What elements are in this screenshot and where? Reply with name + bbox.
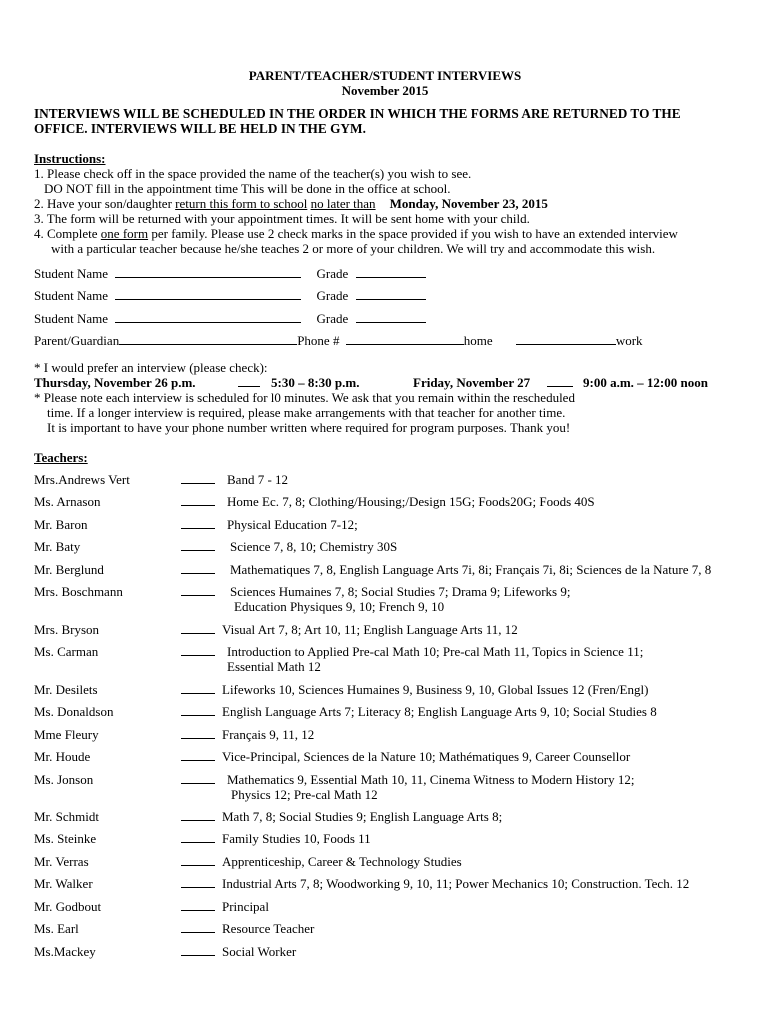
teacher-subjects: Visual Art 7, 8; Art 10, 11; English Language Arts 11, 12 xyxy=(222,622,518,637)
student-name-field[interactable] xyxy=(115,311,301,323)
instruction-1: 1. Please check off in the space provided the name of the teacher(s) you wish to see. xyxy=(34,166,472,181)
teacher-subjects: Industrial Arts 7, 8; Woodworking 9, 10, 11; Power Mechanics 10; Construction. Tech. 12 xyxy=(222,876,690,891)
teacher-name: Mr. Baron xyxy=(34,517,88,532)
teacher-name: Mme Fleury xyxy=(34,727,99,742)
teacher-checkbox[interactable] xyxy=(181,622,215,634)
teacher-subjects: Mathematics 9, Essential Math 10, 11, Cinema Witness to Modern History 12; xyxy=(227,772,635,787)
teacher-name: Mr. Desilets xyxy=(34,682,98,697)
thursday-checkbox[interactable] xyxy=(238,375,260,387)
teacher-subjects: Social Worker xyxy=(222,944,297,959)
teacher-name: Ms. Arnason xyxy=(34,494,101,509)
parent-label: Parent/Guardian xyxy=(34,333,120,348)
friday-time: 9:00 a.m. – 12:00 noon xyxy=(583,375,708,390)
teacher-checkbox[interactable] xyxy=(181,517,215,529)
instruction-2-underline-2: no later than xyxy=(310,196,376,211)
teachers-heading: Teachers: xyxy=(34,450,88,465)
teacher-subjects: Math 7, 8; Social Studies 9; English Language Arts 8; xyxy=(222,809,503,824)
home-phone-field[interactable] xyxy=(346,333,464,345)
teacher-name: Mrs.Andrews Vert xyxy=(34,472,130,487)
teacher-subjects: Français 9, 11, 12 xyxy=(222,727,315,742)
instruction-2-underline-1: return this form to school xyxy=(175,196,308,211)
teacher-subjects-continued: Education Physiques 9, 10; French 9, 10 xyxy=(234,599,445,614)
teacher-subjects: Vice-Principal, Sciences de la Nature 10; Mathématiques 9, Career Counsellor xyxy=(222,749,631,764)
phone-label: Phone # xyxy=(297,333,340,348)
teacher-checkbox[interactable] xyxy=(181,899,215,911)
student-name-field[interactable] xyxy=(115,266,301,278)
student-name-label: Student Name xyxy=(34,266,109,281)
teacher-checkbox[interactable] xyxy=(181,831,215,843)
teacher-subjects: Principal xyxy=(222,899,269,914)
teacher-subjects: Resource Teacher xyxy=(222,921,315,936)
grade-label: Grade xyxy=(316,266,349,281)
teacher-name: Ms.Mackey xyxy=(34,944,96,959)
instruction-4b: with a particular teacher because he/she teaches 2 or more of your children. We will try and accommodate this wish. xyxy=(51,241,656,256)
teacher-checkbox[interactable] xyxy=(181,539,215,551)
note-line-2: time. If a longer interview is required, please make arrangements with that teacher for another time. xyxy=(47,405,566,420)
teacher-subjects: Physical Education 7-12; xyxy=(227,517,358,532)
teacher-name: Mr. Houde xyxy=(34,749,91,764)
teacher-name: Mr. Godbout xyxy=(34,899,102,914)
teacher-name: Mr. Berglund xyxy=(34,562,104,577)
note-line-1: * Please note each interview is scheduled for l0 minutes. We ask that you remain within the rescheduled xyxy=(34,390,575,405)
page-title: PARENT/TEACHER/STUDENT INTERVIEWS xyxy=(248,68,522,83)
teacher-checkbox[interactable] xyxy=(181,944,215,956)
student-name-label: Student Name xyxy=(34,288,109,303)
teacher-subjects: Lifeworks 10, Sciences Humaines 9, Business 9, 10, Global Issues 12 (Fren/Engl) xyxy=(222,682,649,697)
note-line-3: It is important to have your phone number written where required for program purposes. Thank you! xyxy=(47,420,571,435)
student-name-row-2 xyxy=(34,288,426,303)
teacher-checkbox[interactable] xyxy=(181,772,215,784)
student-name-label: Student Name xyxy=(34,311,109,326)
student-name-row-3 xyxy=(34,311,426,326)
teacher-checkbox[interactable] xyxy=(181,584,215,596)
teacher-subjects: Band 7 - 12 xyxy=(227,472,289,487)
teacher-subjects: Apprenticeship, Career & Technology Studies xyxy=(222,854,462,869)
parent-field[interactable] xyxy=(119,333,297,345)
teacher-name: Ms. Donaldson xyxy=(34,704,114,719)
parent-row xyxy=(34,333,643,348)
teacher-subjects-continued: Physics 12; Pre-cal Math 12 xyxy=(231,787,378,802)
teacher-name: Ms. Carman xyxy=(34,644,99,659)
instruction-4-underline: one form xyxy=(100,226,149,241)
friday-label: Friday, November 27 xyxy=(413,375,531,390)
teacher-subjects: Introduction to Applied Pre-cal Math 10; Pre-cal Math 11, Topics in Science 11; xyxy=(227,644,644,659)
teacher-name: Mr. Walker xyxy=(34,876,93,891)
teacher-checkbox[interactable] xyxy=(181,472,215,484)
teacher-name: Ms. Jonson xyxy=(34,772,94,787)
teacher-name: Mrs. Bryson xyxy=(34,622,100,637)
thursday-time: 5:30 – 8:30 p.m. xyxy=(271,375,360,390)
deadline: Monday, November 23, 2015 xyxy=(389,196,548,211)
teacher-checkbox[interactable] xyxy=(181,562,215,574)
teacher-checkbox[interactable] xyxy=(181,704,215,716)
teacher-subjects: Sciences Humaines 7, 8; Social Studies 7; Drama 9; Lifeworks 9; xyxy=(230,584,571,599)
teacher-subjects-continued: Essential Math 12 xyxy=(227,659,321,674)
instructions-heading: Instructions: xyxy=(34,151,106,166)
grade-label: Grade xyxy=(316,311,349,326)
grade-field[interactable] xyxy=(356,288,426,300)
preference-prompt: * I would prefer an interview (please check): xyxy=(34,360,268,375)
teacher-checkbox[interactable] xyxy=(181,876,215,888)
student-name-row-1 xyxy=(34,266,426,281)
student-name-field[interactable] xyxy=(115,288,301,300)
work-phone-field[interactable] xyxy=(516,333,616,345)
instruction-1b: DO NOT fill in the appointment time This will be done in the office at school. xyxy=(44,181,451,196)
instruction-2-text: 2. Have your son/daughter xyxy=(34,196,176,211)
grade-label: Grade xyxy=(316,288,349,303)
page-date: November 2015 xyxy=(341,83,429,98)
teacher-subjects: Home Ec. 7, 8; Clothing/Housing;/Design 15G; Foods20G; Foods 40S xyxy=(227,494,595,509)
notice-line-1: INTERVIEWS WILL BE SCHEDULED IN THE ORDER IN WHICH THE FORMS ARE RETURNED TO THE xyxy=(34,106,681,121)
teacher-subjects: Mathematiques 7, 8, English Language Arts 7i, 8i; Français 7i, 8i; Sciences de la Nature 7, 8 xyxy=(230,562,712,577)
teacher-checkbox[interactable] xyxy=(181,809,215,821)
teacher-name: Mr. Schmidt xyxy=(34,809,100,824)
teacher-checkbox[interactable] xyxy=(181,727,215,739)
teacher-name: Mr. Baty xyxy=(34,539,81,554)
teacher-subjects: Family Studies 10, Foods 11 xyxy=(222,831,371,846)
thursday-label: Thursday, November 26 p.m. xyxy=(34,375,196,390)
grade-field[interactable] xyxy=(356,266,426,278)
instruction-3: 3. The form will be returned with your appointment times. It will be sent home with your child. xyxy=(34,211,530,226)
teacher-checkbox[interactable] xyxy=(181,494,215,506)
notice-line-2: OFFICE. INTERVIEWS WILL BE HELD IN THE GYM. xyxy=(34,121,366,136)
teacher-subjects: Science 7, 8, 10; Chemistry 30S xyxy=(230,539,398,554)
teacher-name: Mrs. Boschmann xyxy=(34,584,123,599)
teacher-checkbox[interactable] xyxy=(181,682,215,694)
teacher-checkbox[interactable] xyxy=(181,854,215,866)
grade-field[interactable] xyxy=(356,311,426,323)
friday-checkbox[interactable] xyxy=(547,375,573,387)
teacher-checkbox[interactable] xyxy=(181,749,215,761)
teacher-name: Ms. Earl xyxy=(34,921,79,936)
teacher-subjects: English Language Arts 7; Literacy 8; English Language Arts 9, 10; Social Studies 8 xyxy=(222,704,657,719)
teacher-checkbox[interactable] xyxy=(181,921,215,933)
home-label: home xyxy=(463,333,493,348)
work-label: work xyxy=(615,333,643,348)
instruction-2 xyxy=(34,196,548,211)
teacher-checkbox[interactable] xyxy=(181,644,215,656)
instruction-4: 4. Complete one form per family. Please use 2 check marks in the space provided if you wish to have an extended interview xyxy=(34,226,678,241)
teacher-name: Mr. Verras xyxy=(34,854,89,869)
teacher-name: Ms. Steinke xyxy=(34,831,97,846)
